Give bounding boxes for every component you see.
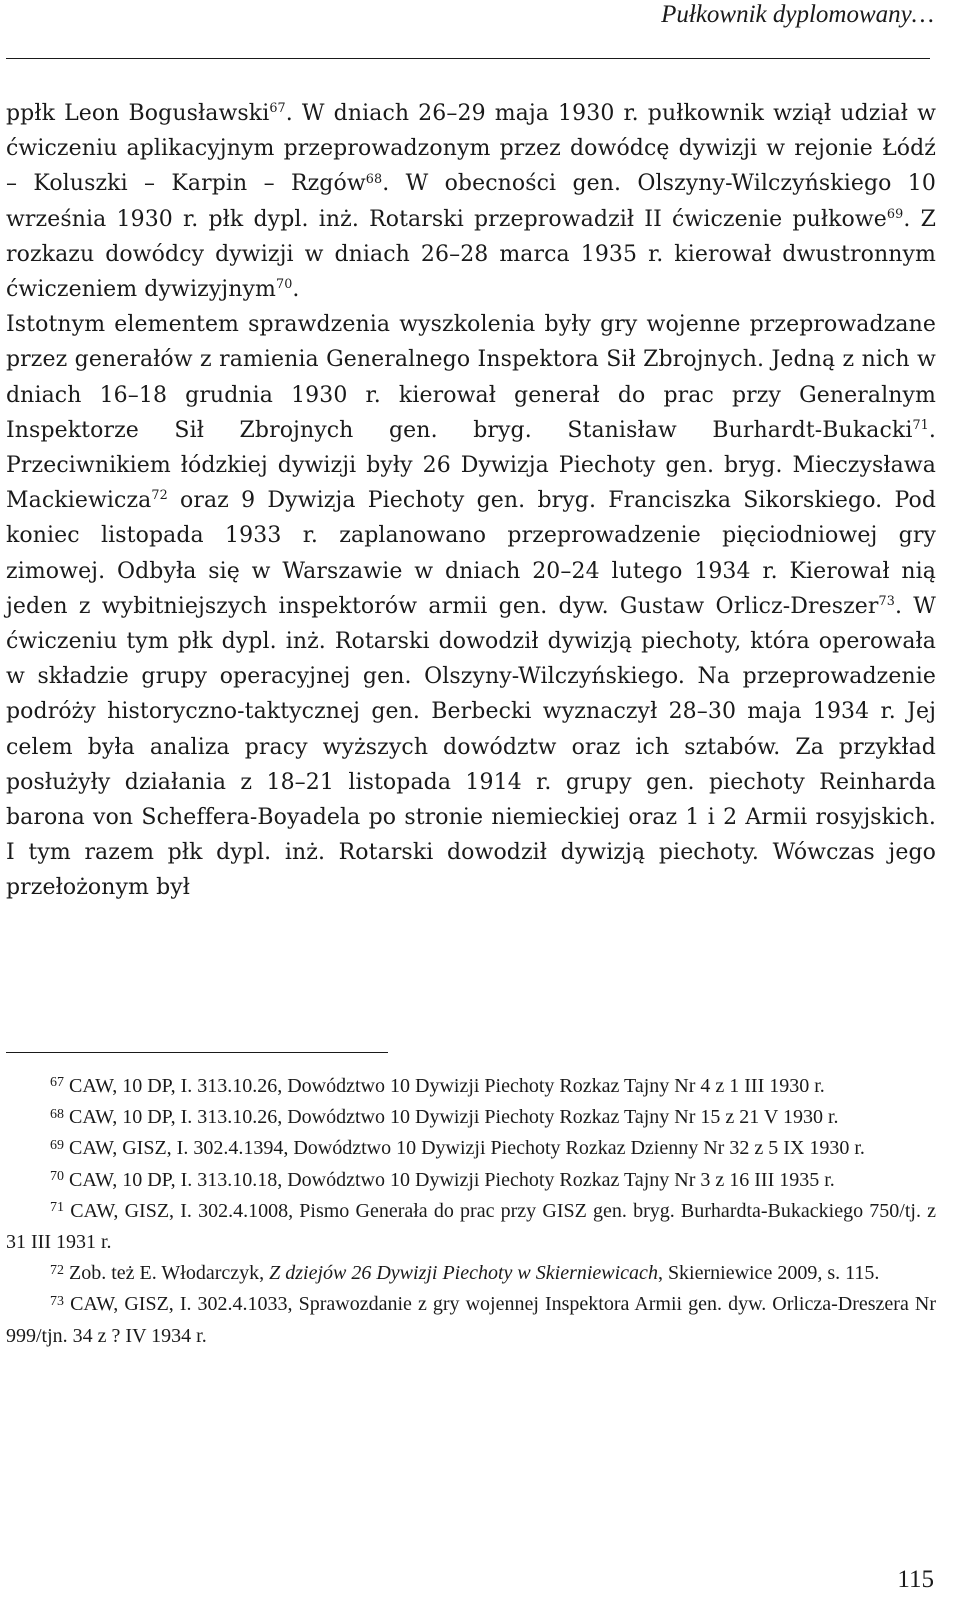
footnote-number: 68 — [50, 1106, 64, 1122]
footnote-text: CAW, 10 DP, I. 313.10.18, Dowództwo 10 Dywizji Piechoty Rozkaz Tajny Nr 3 z 16 III 1935 r. — [69, 1168, 835, 1191]
footnote-text: , Skierniewice 2009, s. 115. — [657, 1262, 880, 1285]
footnote-number: 67 — [50, 1075, 64, 1091]
footnote-text: CAW, GISZ, I. 302.4.1033, Sprawozdanie z gry wojennej Inspektora Armii gen. dyw. Orlicza-Dreszera Nr 999/tjn. 34 z ? IV 1934 r. — [6, 1293, 936, 1347]
text-run: . W obecności gen. Olszyny-Wilczyńskiego 10 września 1930 r. płk dypl. inż. Rotarski przeprowadził II ćwiczenie pułkowe — [6, 171, 936, 232]
footnote-ref: 71 — [912, 417, 929, 433]
footnote-number: 69 — [50, 1137, 64, 1153]
text-run: . — [292, 277, 300, 303]
footnote-ref: 69 — [886, 206, 904, 222]
footnote-title: Z dziejów 26 Dywizji Piechoty w Skierniewicach — [269, 1262, 658, 1285]
page-number: 115 — [897, 1566, 934, 1593]
footnote-number: 71 — [50, 1200, 64, 1216]
footnote-72 — [6, 1258, 936, 1289]
running-title: Pułkownik dyplomowany… — [661, 1, 934, 28]
footnote-text: CAW, GISZ, I. 302.4.1008, Pismo Generała do prac przy GISZ gen. bryg. Burhardta-Bukackiego 750/tj. z 31 III 1931 r. — [6, 1199, 937, 1254]
footnote-ref: 70 — [275, 277, 293, 293]
footnote-70 — [6, 1165, 936, 1196]
footnote-69 — [6, 1133, 936, 1164]
text-run: . Przeciwnikiem łódzkiej dywizji były 26 Dywizja Piechoty gen. bryg. Mieczysława Mackiewicza — [6, 417, 936, 514]
footnotes — [6, 1071, 936, 1352]
footnote-67 — [6, 1071, 936, 1102]
footnote-number: 72 — [50, 1262, 64, 1278]
footnote-68 — [6, 1102, 936, 1133]
footnote-text: CAW, 10 DP, I. 313.10.26, Dowództwo 10 Dywizji Piechoty Rozkaz Tajny Nr 4 z 1 III 1930 r. — [69, 1075, 825, 1097]
footnote-ref: 67 — [269, 101, 286, 117]
footnote-71 — [6, 1196, 936, 1258]
text-run: oraz 9 Dywizja Piechoty gen. bryg. Franciszka Sikorskiego. Pod koniec listopada 1933 r. zaplanowano przeprowadzenie pięciodniowej gry zimowej. Odbyła się w Warszawie w dniach 20–24 lutego 1934 r. Kierował nią jeden z wybitniejszych inspektorów armii gen. dyw. Gustaw Orlicz-Dreszer — [6, 488, 936, 619]
running-header — [0, 0, 960, 30]
footnote-text: Zob. też E. Włodarczyk, — [69, 1262, 270, 1285]
text-run: . W dniach 26–29 maja 1930 r. pułkownik wziął udział w ćwiczeniu aplikacyjnym przeprowadzonym przez dowódcę dywizji w rejonie Łódź – Koluszki – Karpin – Rzgów — [6, 101, 937, 197]
header-rule — [6, 58, 930, 59]
footnote-ref: 73 — [878, 593, 895, 609]
footnote-ref: 68 — [365, 171, 383, 187]
footnote-73 — [6, 1289, 936, 1351]
footnote-rule — [6, 1052, 388, 1053]
footnote-number: 73 — [50, 1293, 64, 1309]
paragraph-2 — [6, 307, 936, 905]
footnote-text: CAW, 10 DP, I. 313.10.26, Dowództwo 10 Dywizji Piechoty Rozkaz Tajny Nr 15 z 21 V 1930 r. — [69, 1106, 839, 1129]
text-run: Istotnym elementem sprawdzenia wyszkolenia były gry wojenne przeprowadzane przez generałów z ramienia Generalnego Inspektora Sił Zbrojnych. Jedną z nich w dniach 16–18 grudnia 1930 r. kierował generał do prac przy Generalnym Inspektorze Sił Zbrojnych gen. bryg. Stanisław Burhardt-Bukacki — [6, 312, 936, 443]
footnote-ref: 72 — [151, 488, 168, 504]
main-text — [6, 96, 936, 906]
text-run: . W ćwiczeniu tym płk dypl. inż. Rotarski dowodził dywizją piechoty, która operowała w składzie grupy operacyjnej gen. Olszyny-Wilczyńskiego. Na przeprowadzenie podróży historyczno-taktycznej gen. Berbecki wyznaczył 28–30 maja 1934 r. Jej celem była analiza pracy wyższych dowództw oraz ich sztabów. Za przykład posłużyły działania z 18–21 listopada 1914 r. grupy gen. piechoty Reinharda barona von Scheffera-Boyadela po stronie niemieckiej oraz 1 i 2 Armii rosyjskich. I tym razem płk dypl. inż. Rotarski dowodził dywizją piechoty. Wówczas jego przełożonym był — [6, 593, 936, 901]
footnote-number: 70 — [50, 1169, 64, 1185]
text-run: ppłk Leon Bogusławski — [6, 101, 270, 126]
paragraph-1 — [6, 96, 936, 307]
text-run: . Z rozkazu dowódcy dywizji w dniach 26–28 marca 1935 r. kierował dwustronnym ćwiczeniem dywizyjnym — [6, 206, 936, 303]
footnote-text: CAW, GISZ, I. 302.4.1394, Dowództwo 10 Dywizji Piechoty Rozkaz Dzienny Nr 32 z 5 IX 1930 r. — [69, 1137, 865, 1160]
